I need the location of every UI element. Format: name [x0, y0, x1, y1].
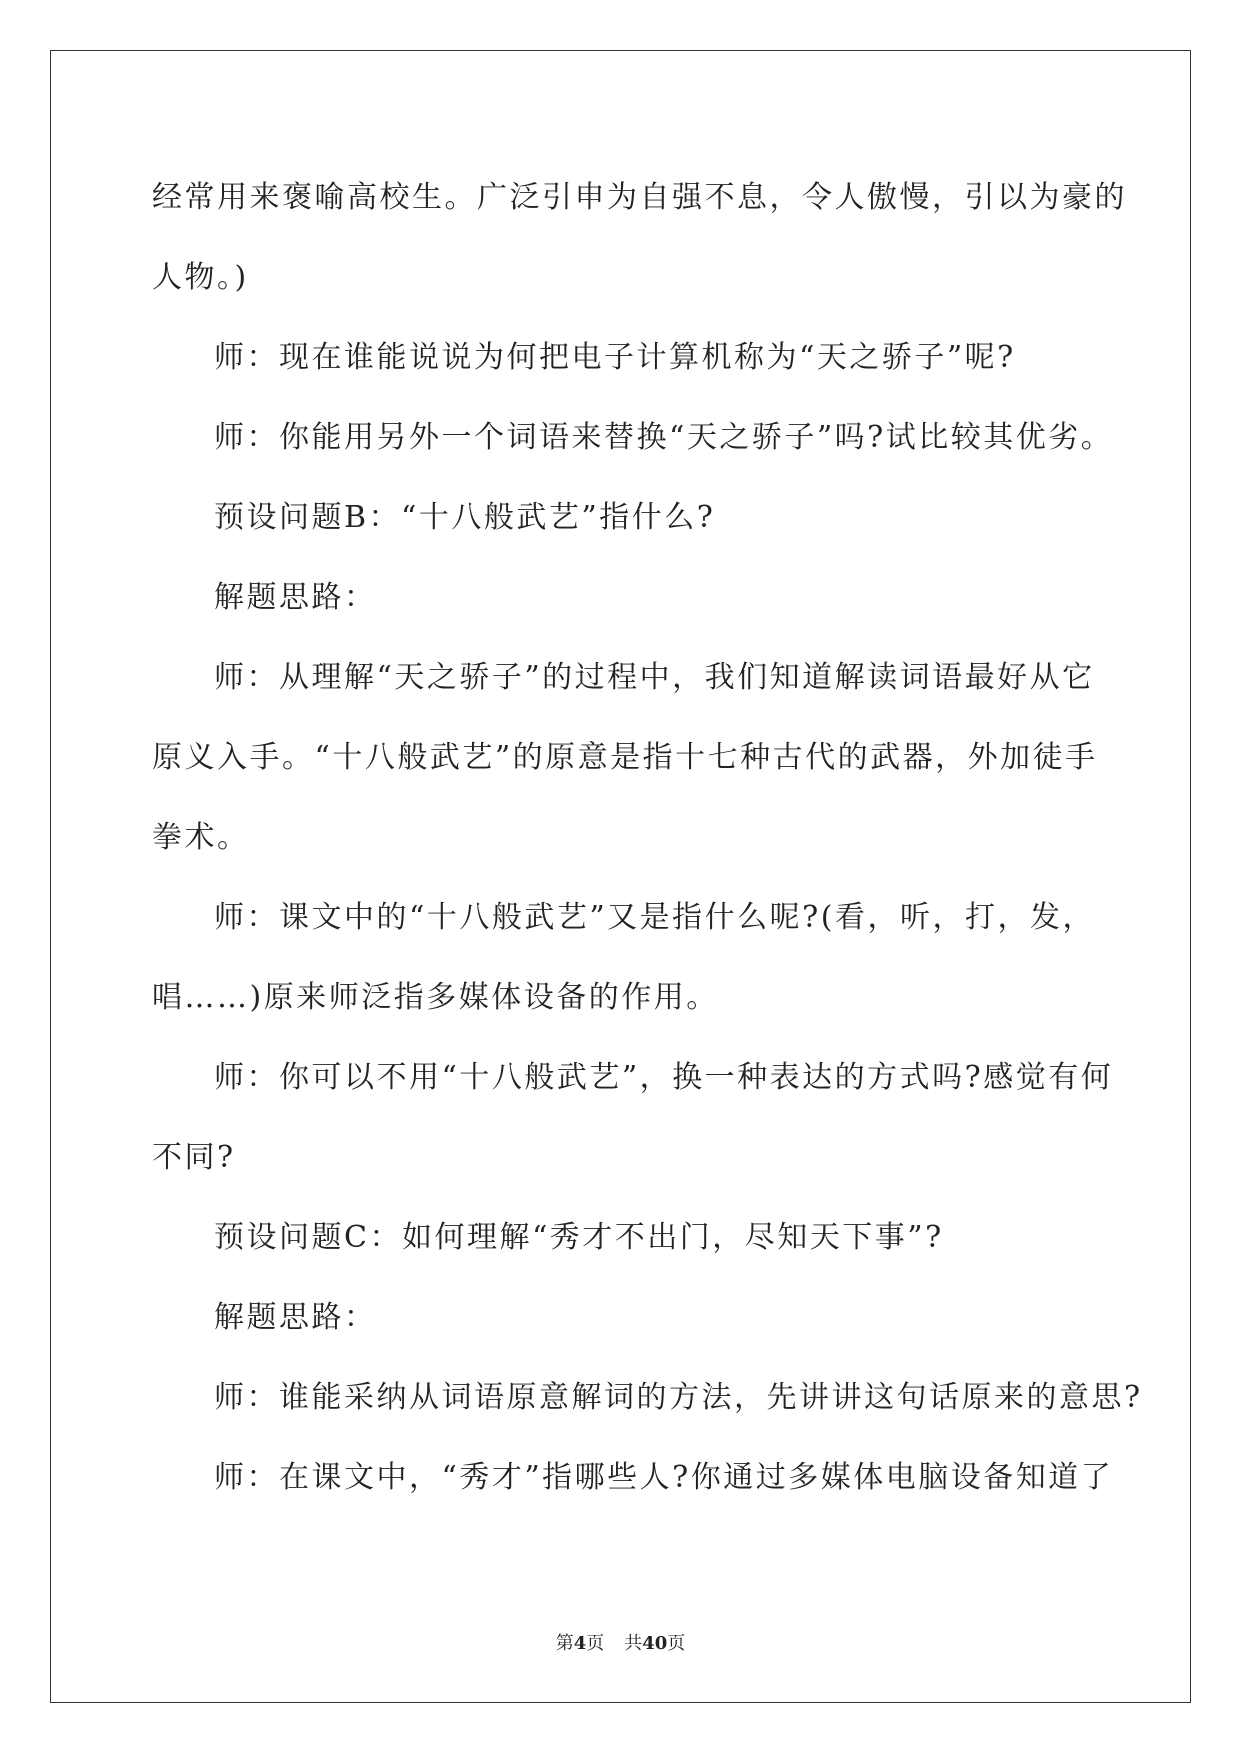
- text-line-16: 师：谁能采纳从词语原意解词的方法，先讲讲这句话原来的意思?: [214, 1380, 1143, 1415]
- text-line-9: 拳术。: [152, 820, 250, 855]
- text-line-12: 师：你可以不用“十八般武艺”，换一种表达的方式吗?感觉有何: [214, 1060, 1114, 1095]
- text-line-2: 人物。): [152, 260, 249, 295]
- text-line-10: 师：课文中的“十八般武艺”又是指什么呢?(看，听，打，发，: [214, 900, 1095, 935]
- text-line-11: 唱……)原来师泛指多媒体设备的作用。: [152, 980, 719, 1015]
- text-line-7: 师：从理解“天之骄子”的过程中，我们知道解读词语最好从它: [214, 660, 1095, 695]
- total-suffix: 页: [667, 1633, 686, 1654]
- text-line-4: 师：你能用另外一个词语来替换“天之骄子”吗?试比较其优劣。: [214, 420, 1114, 455]
- page-footer: [0, 1632, 1241, 1656]
- text-line-6: 解题思路：: [214, 580, 377, 615]
- page-number: 4: [573, 1633, 587, 1654]
- text-line-5: 预设问题B：“十八般武艺”指什么?: [214, 500, 716, 535]
- text-line-8: 原义入手。“十八般武艺”的原意是指十七种古代的武器，外加徒手: [152, 740, 1098, 775]
- total-pages: 40: [642, 1633, 668, 1654]
- text-line-15: 解题思路：: [214, 1300, 377, 1335]
- text-line-3: 师：现在谁能说说为何把电子计算机称为“天之骄子”呢?: [214, 340, 1016, 375]
- text-line-14: 预设问题C：如何理解“秀才不出门，尽知天下事”?: [214, 1220, 944, 1255]
- total-prefix: 共: [624, 1633, 643, 1654]
- text-line-1: 经常用来褒喻高校生。广泛引申为自强不息，令人傲慢，引以为豪的: [152, 180, 1127, 215]
- page-suffix: 页: [586, 1633, 605, 1654]
- page-prefix: 第: [555, 1633, 574, 1654]
- text-line-13: 不同?: [152, 1140, 236, 1175]
- document-body: [152, 158, 1143, 1518]
- text-line-17: 师：在课文中，“秀才”指哪些人?你通过多媒体电脑设备知道了: [214, 1460, 1114, 1495]
